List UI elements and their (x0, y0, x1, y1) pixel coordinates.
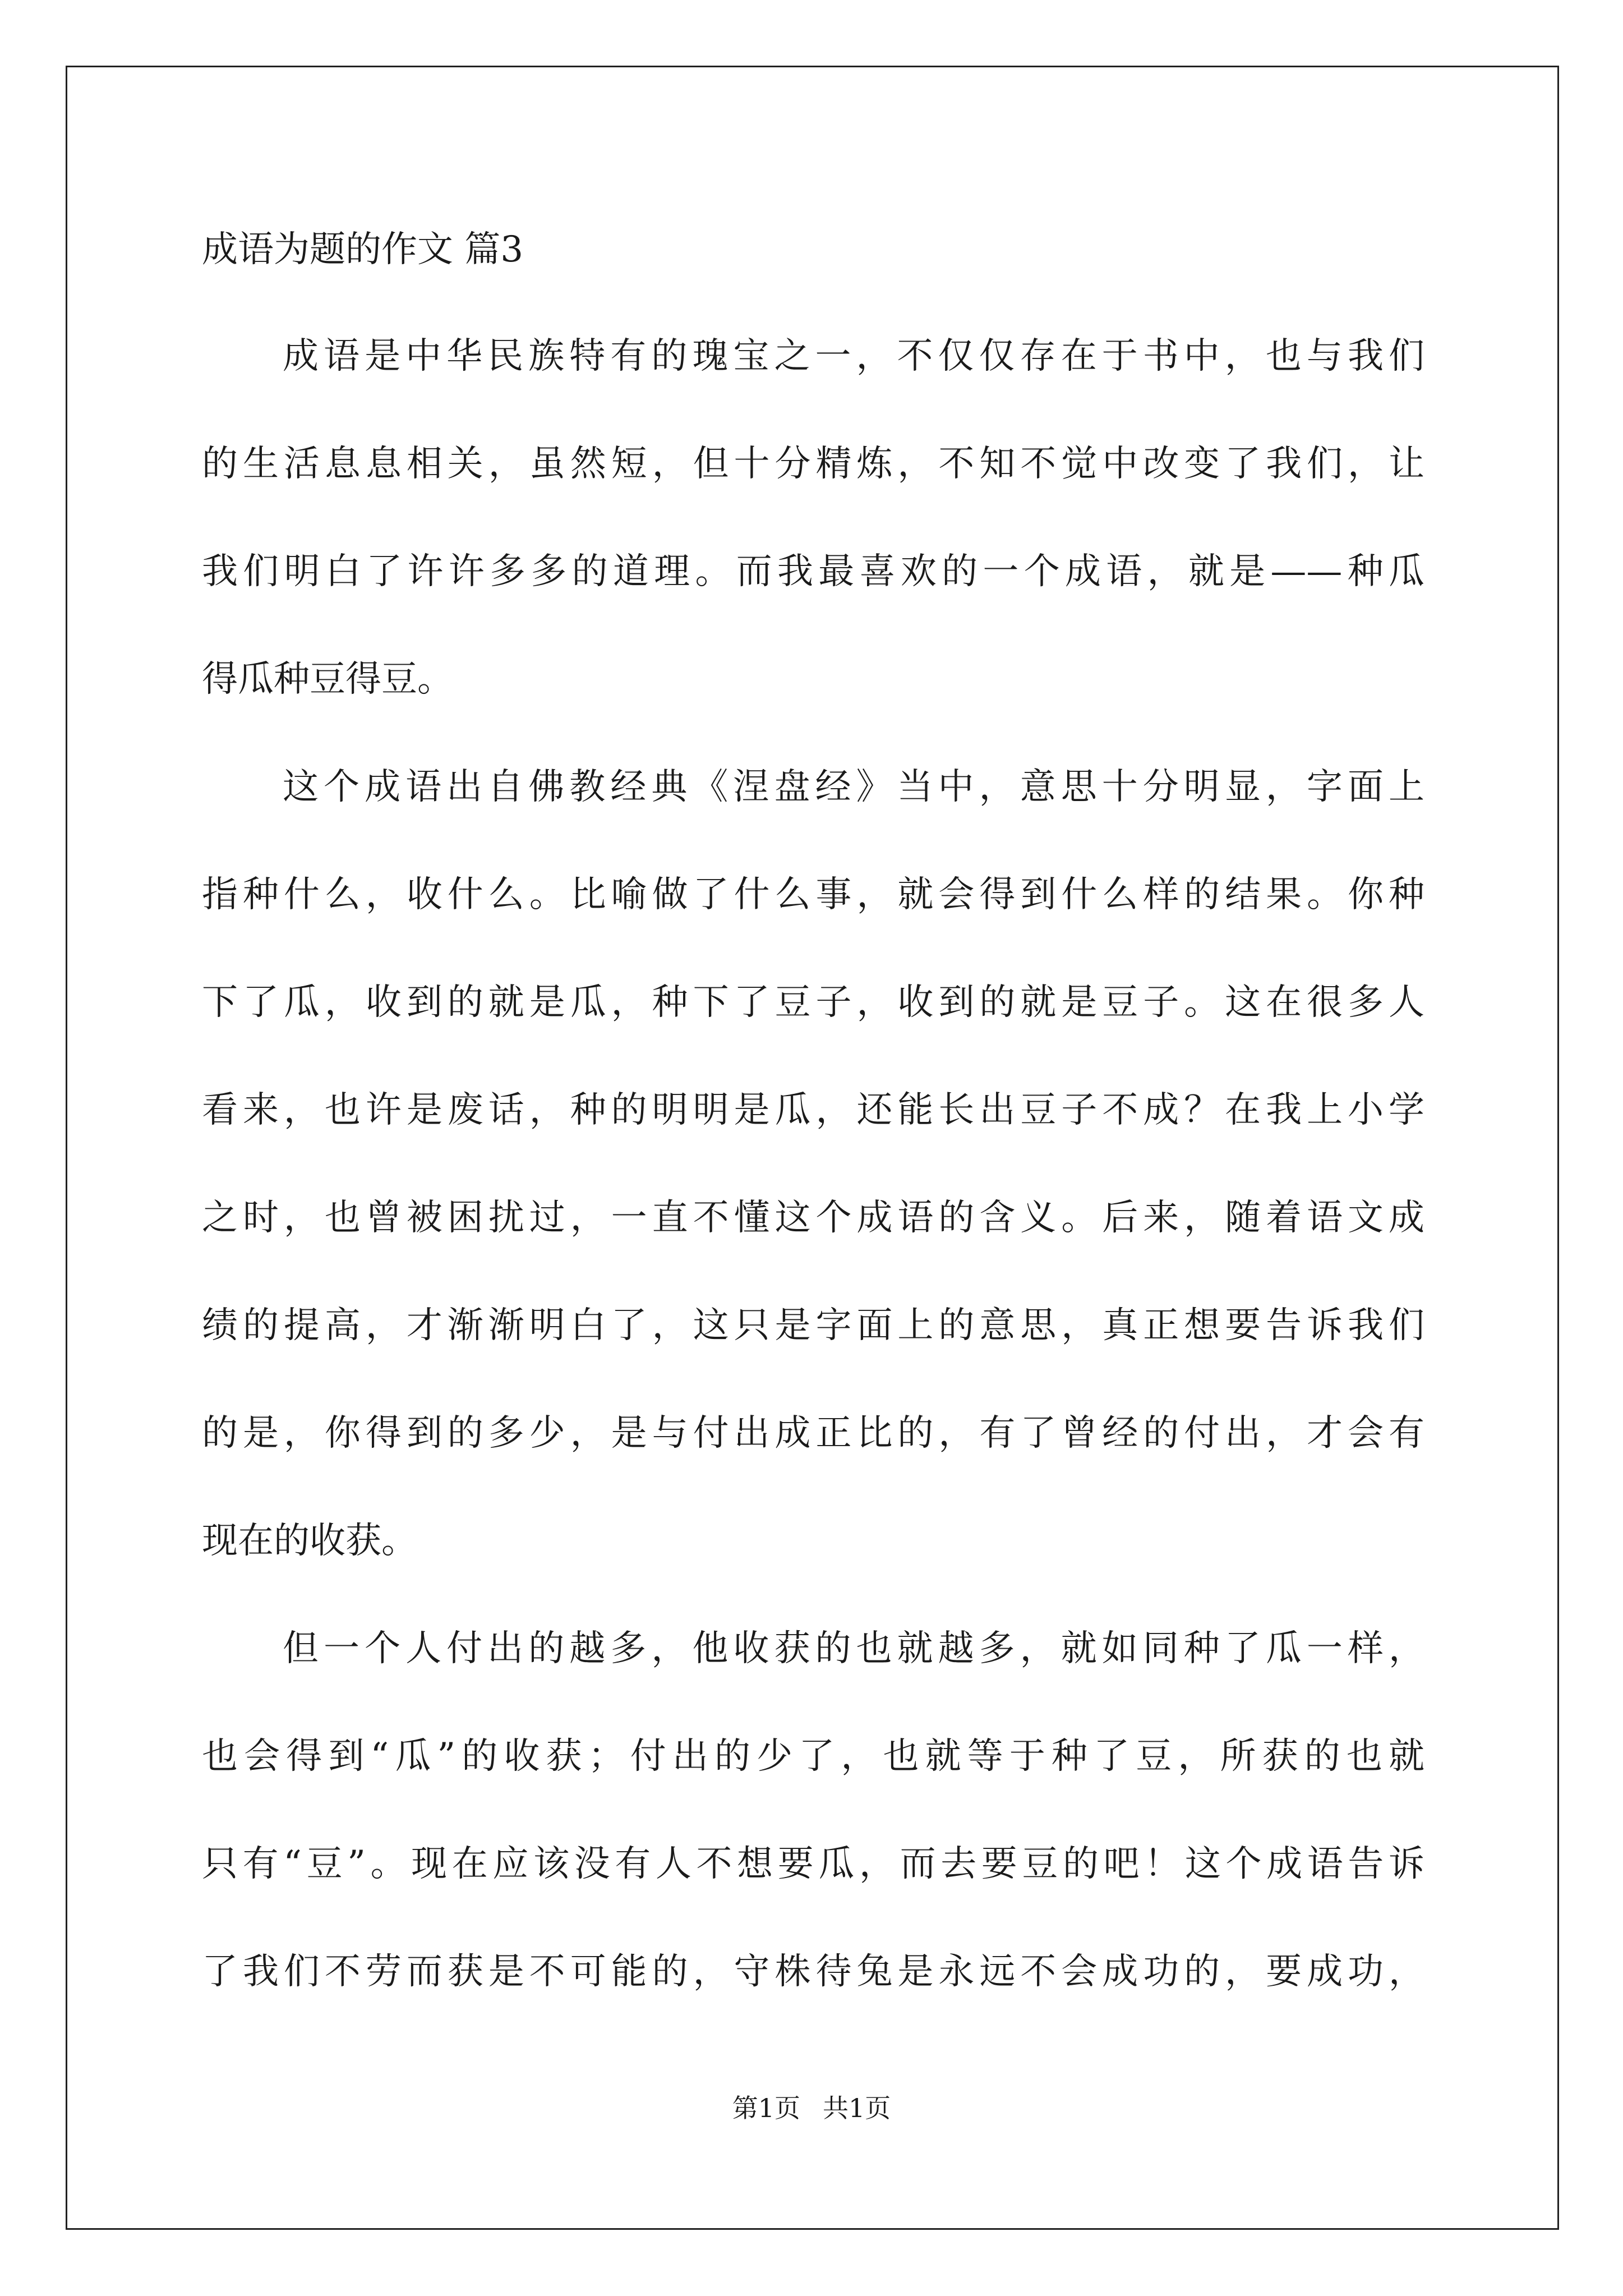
paragraph-1-line-3: 我们明白了许许多多的道理。而我最喜欢的一个成语，就是——种瓜 (202, 551, 1424, 592)
footer-total-pages: 共1页 (823, 2093, 891, 2123)
paragraph-3-line-3: 只有“豆”。现在应该没有人不想要瓜，而去要豆的吧！这个成语告诉 (202, 1843, 1424, 1885)
document-title: 成语为题的作文 篇3 (202, 229, 524, 270)
paragraph-3-line-4: 了我们不劳而获是不可能的，守株待兔是永远不会成功的，要成功， (202, 1951, 1424, 1993)
paragraph-2-line-8: 现在的收获。 (202, 1520, 417, 1562)
page-frame (66, 66, 1559, 2230)
paragraph-3-line-2: 也会得到“瓜”的收获；付出的少了，也就等于种了豆，所获的也就 (202, 1736, 1424, 1777)
paragraph-1-line-4: 得瓜种豆得豆。 (202, 659, 453, 700)
paragraph-2-line-6: 绩的提高，才渐渐明白了，这只是字面上的意思，真正想要告诉我们 (202, 1305, 1424, 1346)
paragraph-2-line-5: 之时，也曾被困扰过，一直不懂这个成语的含义。后来，随着语文成 (202, 1197, 1424, 1239)
paragraph-2-line-1: 这个成语出自佛教经典《涅盘经》当中，意思十分明显，字面上 (283, 766, 1424, 808)
page-footer (0, 2091, 1623, 2125)
paragraph-2-line-2: 指种什么，收什么。比喻做了什么事，就会得到什么样的结果。你种 (202, 874, 1424, 915)
paragraph-3-line-1: 但一个人付出的越多，他收获的也就越多，就如同种了瓜一样， (283, 1628, 1424, 1669)
footer-page-number: 第1页 (732, 2093, 800, 2123)
paragraph-2-line-7: 的是，你得到的多少，是与付出成正比的，有了曾经的付出，才会有 (202, 1412, 1424, 1454)
paragraph-2-line-3: 下了瓜，收到的就是瓜，种下了豆子，收到的就是豆子。这在很多人 (202, 982, 1424, 1023)
paragraph-1-line-2: 的生活息息相关，虽然短，但十分精炼，不知不觉中改变了我们，让 (202, 443, 1424, 485)
paragraph-2-line-4: 看来，也许是废话，种的明明是瓜，还能长出豆子不成？在我上小学 (202, 1089, 1424, 1131)
paragraph-1-line-1: 成语是中华民族特有的瑰宝之一，不仅仅存在于书中，也与我们 (283, 335, 1424, 377)
